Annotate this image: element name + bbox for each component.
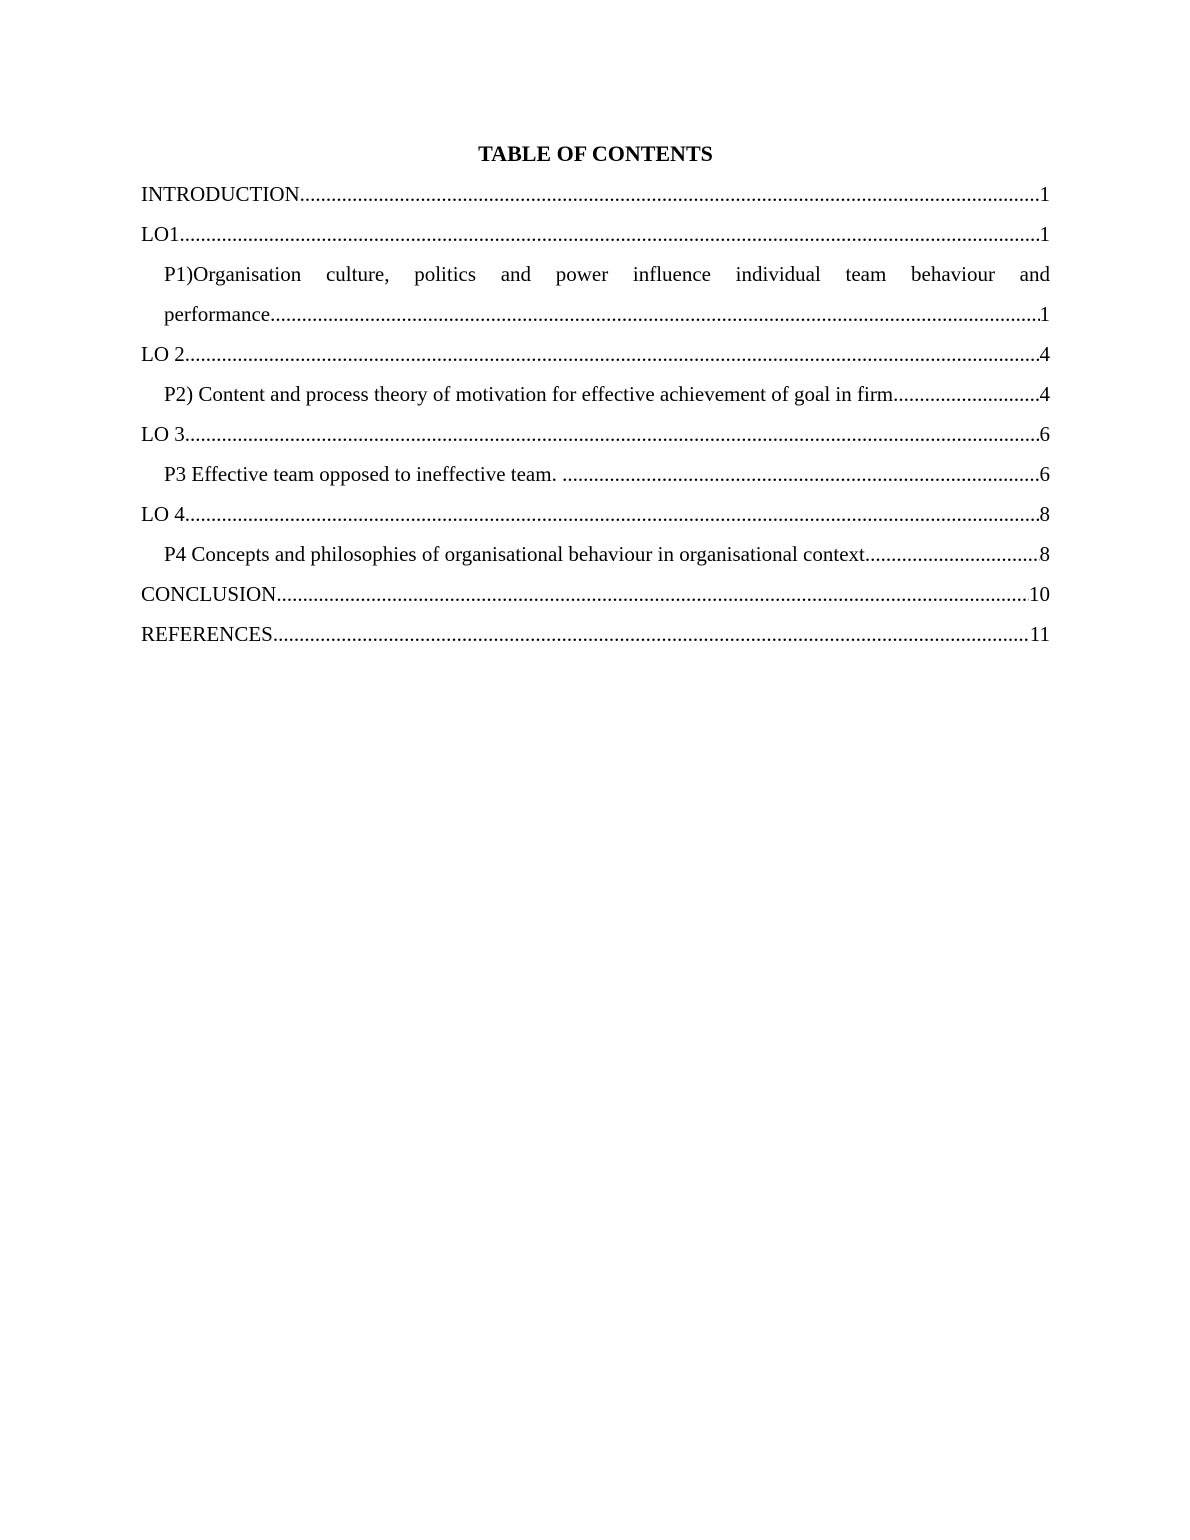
toc-page-number: 8 [1039,542,1050,566]
toc-page-number: 4 [1039,342,1050,366]
toc-entry-p2[interactable] [141,374,1050,414]
toc-entry-p1[interactable] [141,254,1050,334]
dot-leader [185,334,1040,374]
toc-entry-label: LO 4 [141,502,185,526]
toc-entry-lo3[interactable] [141,414,1050,454]
toc-page-number: 11 [1029,622,1050,646]
dot-leader [562,454,1039,494]
toc-entry-label: REFERENCES [141,622,273,646]
toc-page-number: 8 [1039,502,1050,526]
toc-entry-lo4[interactable] [141,494,1050,534]
toc-page-number: 6 [1039,462,1050,486]
dot-leader [270,294,1039,334]
toc-entry-lo2[interactable] [141,334,1050,374]
toc-entry-references[interactable] [141,614,1050,654]
dot-leader [185,414,1040,454]
dot-leader [180,214,1040,254]
toc-entry-label-line2: performance [164,302,271,326]
toc-page-number: 1 [1039,302,1050,326]
toc-page-number: 6 [1039,422,1050,446]
toc-entry-label: LO1 [141,222,180,246]
toc-entry-label: P4 Concepts and philosophies of organisational behaviour in organisational context [164,542,865,566]
toc-entry-label: CONCLUSION [141,582,277,606]
dot-leader [865,534,1040,574]
toc-page-number: 10 [1029,582,1050,606]
toc-entry-label: INTRODUCTION [141,182,300,206]
toc-entry-p4[interactable] [141,534,1050,574]
toc-page-number: 1 [1039,182,1050,206]
toc-page-number: 1 [1039,222,1050,246]
dot-leader [273,614,1030,654]
toc-title: TABLE OF CONTENTS [478,141,713,166]
toc-entry-label: LO 3 [141,422,185,446]
toc-entry-conclusion[interactable] [141,574,1050,614]
dot-leader [276,574,1029,614]
toc-entry-label: P3 Effective team opposed to ineffective team. [164,462,563,486]
toc-entry-p3[interactable] [141,454,1050,494]
dot-leader [893,374,1039,414]
toc-page-number: 4 [1039,382,1050,406]
toc-entry-label-line1: P1)Organisation culture, politics and power influence individual team behaviour and [164,262,1050,286]
toc-entry-lo1[interactable] [141,214,1050,254]
toc-entry-label: P2) Content and process theory of motivation for effective achievement of goal in firm [164,382,894,406]
toc-entry-introduction[interactable] [141,174,1050,214]
document-page [141,134,1050,654]
dot-leader [300,174,1040,214]
dot-leader [185,494,1040,534]
toc-entry-label: LO 2 [141,342,185,366]
